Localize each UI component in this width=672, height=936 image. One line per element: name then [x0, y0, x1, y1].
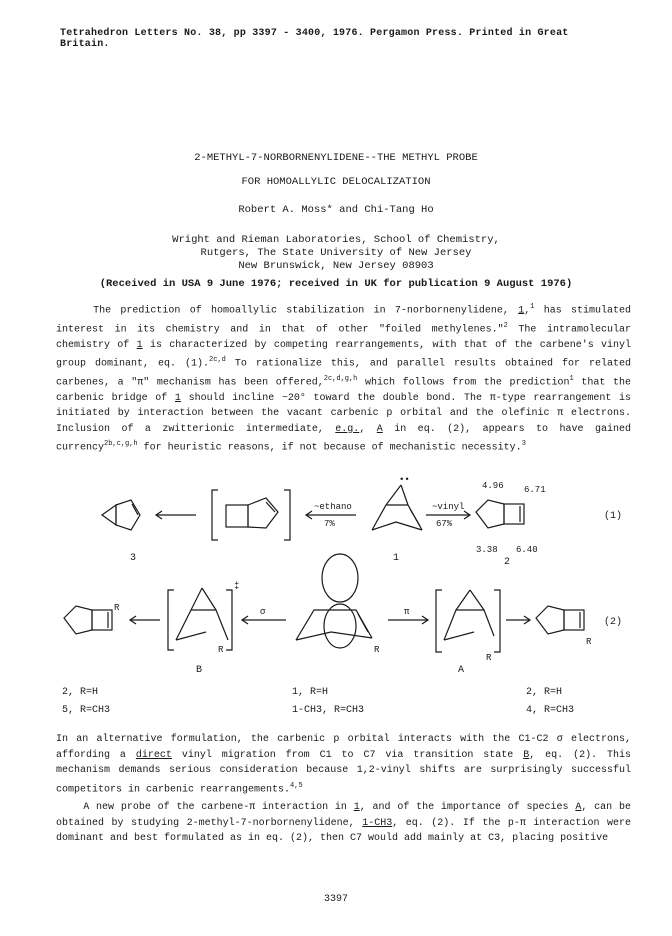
p3-ref-compound: 1-CH3 [362, 817, 393, 829]
compound-1-structure [372, 475, 422, 530]
p3-text: , eq. (2). If the p-π interaction were dominant and best formulated as in eq. (2), then C7 would add mainly at C3, placing positive [56, 817, 631, 844]
p2-emphasis: direct [135, 749, 172, 761]
compound-4-rch3: 4, R=CH3 [526, 705, 575, 716]
compound-3-structure [102, 500, 140, 530]
p1-text: for heuristic reasons, if not because of mechanistic necessity. [137, 442, 522, 454]
sigma-label: σ [260, 607, 266, 617]
equation-number-2: (2) [604, 617, 623, 628]
pi-label: π [404, 607, 410, 617]
affiliation-line-3: New Brunswick, New Jersey 08903 [238, 260, 434, 272]
vinyl-yield: 67% [436, 519, 453, 529]
compound-2-eq2-structure [64, 606, 112, 634]
p1-text: , [359, 423, 377, 435]
substituent-r-a: R [486, 653, 492, 663]
nmr-shift-3-38: 3.38 [476, 545, 498, 555]
nmr-shift-4-96: 4.96 [482, 481, 504, 491]
p1-ref-compound: 1 [136, 339, 143, 351]
label-species-a: A [458, 665, 465, 676]
substituent-r-center: R [374, 645, 380, 655]
bicyclo-intermediate-structure [212, 490, 290, 540]
article-title-line-2: FOR HOMOALLYLIC DELOCALIZATION [241, 176, 431, 188]
svg-text:••: •• [399, 475, 410, 485]
p1-ref-compound: 1 [174, 392, 181, 404]
p1-text: To rationalize this, and parallel results obtained for related carbenes, a "π" mechanism has been offered, [56, 358, 631, 389]
label-transition-state-b: B [196, 665, 203, 676]
p1-text: in eq. (2), appears to have gained currency [56, 423, 631, 454]
compound-2-rh: 2, R=H [62, 687, 99, 698]
substituent-r-left: R [114, 603, 120, 613]
p2-text: , eq. (2). This mechanism demands serious consideration because 1,2-vinyl shifts are surprisingly successful competitors in carbenic rearrangements. [56, 749, 632, 795]
p2-text: In an alternative formulation, the carbenic p orbital interacts with the C1-C2 σ electrons, affording a [56, 734, 631, 761]
p1-ref-compound: 1 [518, 305, 525, 317]
carbene-p-orbital-structure [296, 554, 372, 648]
p1-text: which follows from the prediction [357, 377, 570, 389]
p1-footnote: 2c,d,g,h [323, 374, 358, 383]
compound-2-structure [476, 500, 524, 528]
label-compound-1: 1 [393, 553, 400, 564]
p1-text: that the carbenic bridge of [56, 377, 631, 404]
nmr-shift-6-71: 6.71 [524, 485, 546, 495]
nmr-shift-6-40: 6.40 [516, 545, 538, 555]
p1-eg: e.g. [335, 423, 360, 435]
p1-footnote: 3 [521, 440, 526, 449]
p3-ref-species: A [575, 802, 582, 813]
p1-text: The intramolecular chemistry of [56, 324, 631, 351]
paragraph-3 [56, 800, 631, 847]
running-header: Tetrahedron Letters No. 38, pp 3397 - 3400, 1976. Pergamon Press. Printed in Great Britain. [60, 28, 569, 50]
reaction-scheme [56, 460, 636, 730]
p1-text: The prediction of homoallylic stabilization in 7-norbornenylidene, [93, 305, 519, 317]
equation-number-1: (1) [604, 511, 623, 522]
substituent-r-right: R [586, 637, 592, 647]
vinyl-label: ~vinyl [432, 502, 465, 512]
page-number: 3397 [323, 894, 348, 905]
transition-state-b-structure [168, 588, 232, 650]
label-compound-3: 3 [130, 553, 137, 564]
p1-text: has stimulated interest in its chemistry and in that of other "foiled methylenes." [56, 305, 631, 336]
p1-footnote: 2 [503, 321, 508, 330]
p1-text: should incline ~20° toward the double bond. The π-type rearrangement is initiated by interaction between the vacant carbenic p orbital and the olefinic π electrons. Inclusion of a zwitterionic intermediate, [56, 392, 631, 435]
compound-2-rh-right: 2, R=H [526, 687, 563, 698]
compound-2-eq2-right-structure [536, 606, 584, 634]
p2-text: vinyl migration from C1 to C7 via transition state [171, 749, 524, 761]
transition-dagger: ‡ [234, 581, 240, 591]
p3-ref-compound: 1 [353, 802, 360, 813]
p1-text: is characterized by competing rearrangements, with that of the carbene's vinyl group dominant, eq. (1). [56, 339, 632, 370]
p2-ref-species: B [523, 749, 530, 761]
affiliation [0, 234, 672, 273]
p3-text: , and of the importance of species [359, 802, 576, 813]
substituent-r-b: R [218, 645, 224, 655]
paragraph-2 [56, 732, 631, 797]
p3-text: , can be obtained by studying 2-methyl-7-norbornenylidene, [56, 802, 631, 829]
zwitterion-a-structure [436, 590, 500, 652]
received-dates: (Received in USA 9 June 1976; received in UK for publication 9 August 1976) [99, 278, 573, 290]
compound-1-rh: 1, R=H [292, 687, 329, 698]
p1-footnote: 1 [569, 374, 574, 383]
ethano-yield: 7% [324, 519, 335, 529]
p1-footnote: 1 [530, 303, 535, 311]
compound-1ch3-rch3: 1-CH3, R=CH3 [292, 705, 365, 716]
article-title-line-1: 2-METHYL-7-NORBORNENYLIDENE--THE METHYL PROBE [194, 152, 478, 164]
affiliation-line-1: Wright and Rieman Laboratories, School of Chemistry, [172, 234, 500, 246]
p1-text: , [524, 305, 531, 317]
p3-text: A new probe of the carbene-π interaction in [83, 802, 354, 813]
authors: Robert A. Moss* and Chi-Tang Ho [238, 204, 434, 216]
label-compound-2: 2 [504, 557, 511, 568]
ethano-label: ~ethano [314, 502, 352, 512]
p1-ref-species: A [376, 423, 383, 435]
paragraph-1 [56, 300, 631, 456]
p2-footnote: 4,5 [290, 781, 303, 790]
p1-footnote: 2c,d [209, 356, 226, 365]
p1-footnote: 2b,c,g,h [104, 440, 138, 449]
compound-5-rch3: 5, R=CH3 [62, 705, 111, 716]
affiliation-line-2: Rutgers, The State University of New Jersey [200, 247, 472, 259]
